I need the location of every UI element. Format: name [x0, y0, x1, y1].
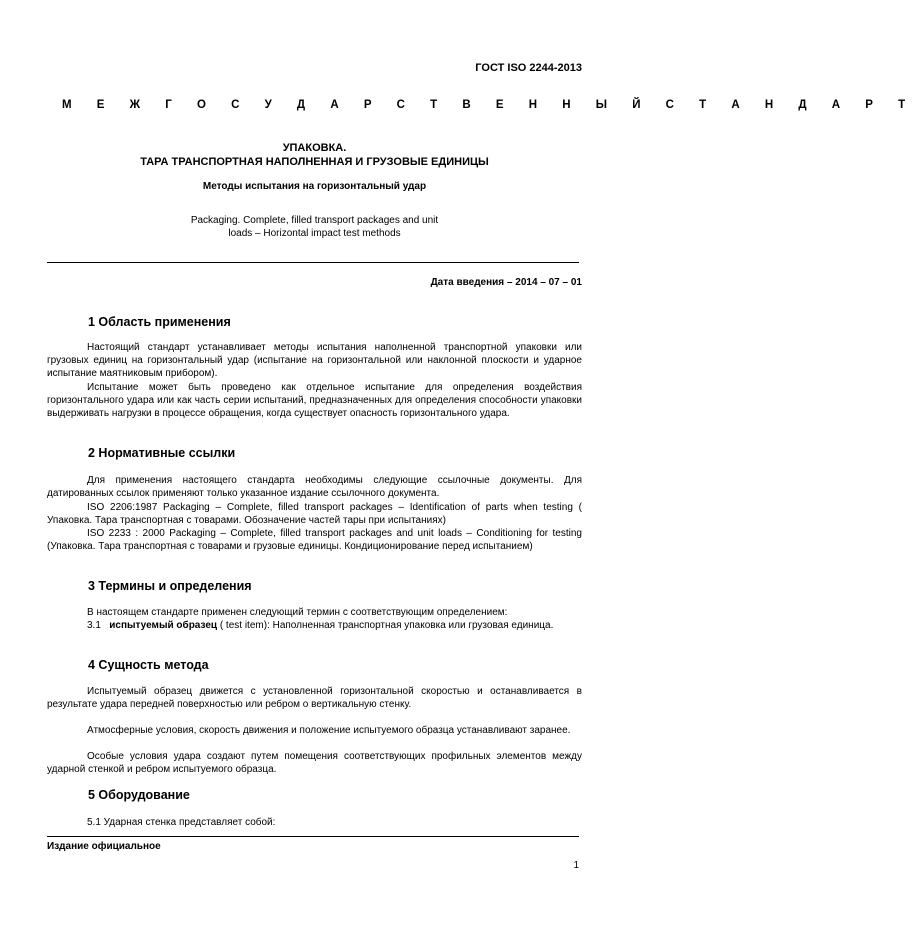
section-heading-1: 1 Область применения [88, 315, 231, 329]
document-code: ГОСТ ISO 2244-2013 [475, 62, 582, 74]
paragraph-text: 5.1 Ударная стенка представляет собой: [87, 817, 276, 828]
title-line-1: УПАКОВКА. [282, 142, 347, 154]
paragraph [47, 381, 582, 421]
paragraph-text: Настоящий стандарт устанавливает методы испытания наполненной транспортной упаковки или грузовых единиц на горизонтальный удар (испытание на горизонтальной или наклонной плоскости и ударное испытание маятниковым прибором). [47, 342, 582, 380]
section-heading-3: 3 Термины и определения [88, 579, 252, 593]
paragraph [47, 685, 582, 711]
reference-item [47, 527, 582, 553]
standard-type-heading: М Е Ж Г О С У Д А Р С Т В Е Н Н Ы Й С Т А Н Д А Р Т [62, 99, 916, 111]
document-subtitle: Методы испытания на горизонтальный удар [202, 181, 427, 192]
reference-text: ISO 2206:1987 Packaging – Complete, filled transport packages – Identification of parts when testing ( Упаковка. Тара транспортная с товарами. Обозначение частей тары при испытаниях) [47, 502, 582, 527]
paragraph [47, 606, 582, 619]
reference-text: ISO 2233 : 2000 Packaging – Complete, filled transport packages and unit loads – Conditioning for testing (Упаковка. Тара транспортная с товарами и грузовые единицы. Кондиционирование перед испытанием) [47, 528, 582, 553]
paragraph-text: Испытуемый образец движется с установленной горизонтальной скоростью и останавливается в результате удара передней поверхностью или ребром о вертикальную стенку. [47, 686, 582, 711]
paragraph [47, 724, 582, 737]
footer-divider [47, 836, 579, 837]
paragraph [47, 816, 582, 829]
paragraph-text: Для применения настоящего стандарта необходимы следующие ссылочные документы. Для датированных ссылок применяют только указанное издание ссылочного документа. [47, 475, 582, 500]
paragraph [47, 474, 582, 500]
paragraph-text: В настоящем стандарте применен следующий термин с соответствующим определением: [87, 607, 508, 618]
section-heading-5: 5 Оборудование [88, 788, 190, 802]
reference-item [47, 501, 582, 527]
paragraph-text: Особые условия удара создают путем помещения соответствующих профильных элементов между ударной стенкой и ребром испытуемого образца. [47, 751, 582, 776]
paragraph [47, 341, 582, 381]
page-number: 1 [573, 860, 579, 871]
introduction-date: Дата введения – 2014 – 07 – 01 [430, 277, 582, 288]
title-line-2: ТАРА ТРАНСПОРТНАЯ НАПОЛНЕННАЯ И ГРУЗОВЫЕ ЕДИНИЦЫ [140, 156, 489, 168]
english-title-line-2: loads – Horizontal impact test methods [228, 228, 401, 239]
english-title-line-1: Packaging. Complete, filled transport packages and unit [190, 215, 439, 226]
document-title [48, 141, 581, 169]
section-heading-4: 4 Сущность метода [88, 658, 209, 672]
term-name: испытуемый образец [109, 620, 218, 631]
term-definition [47, 619, 582, 632]
paragraph-text: Атмосферные условия, скорость движения и положение испытуемого образца устанавливают заранее. [87, 725, 571, 736]
english-title [48, 214, 581, 240]
header-divider [47, 262, 579, 263]
paragraph-text: Испытание может быть проведено как отдельное испытание для определения воздействия горизонтального удара или как часть серии испытаний, предназначенных для определения способности упаковки выдерживать нагрузки в процессе обращения, когда существует опасность горизонтального удара. [47, 382, 582, 420]
term-definition-text: ( test item): Наполненная транспортная упаковка или грузовая единица. [217, 620, 554, 631]
section-heading-2: 2 Нормативные ссылки [88, 446, 236, 460]
paragraph [47, 750, 582, 776]
official-edition-label: Издание официальное [47, 841, 161, 852]
term-number: 3.1 [87, 620, 101, 631]
